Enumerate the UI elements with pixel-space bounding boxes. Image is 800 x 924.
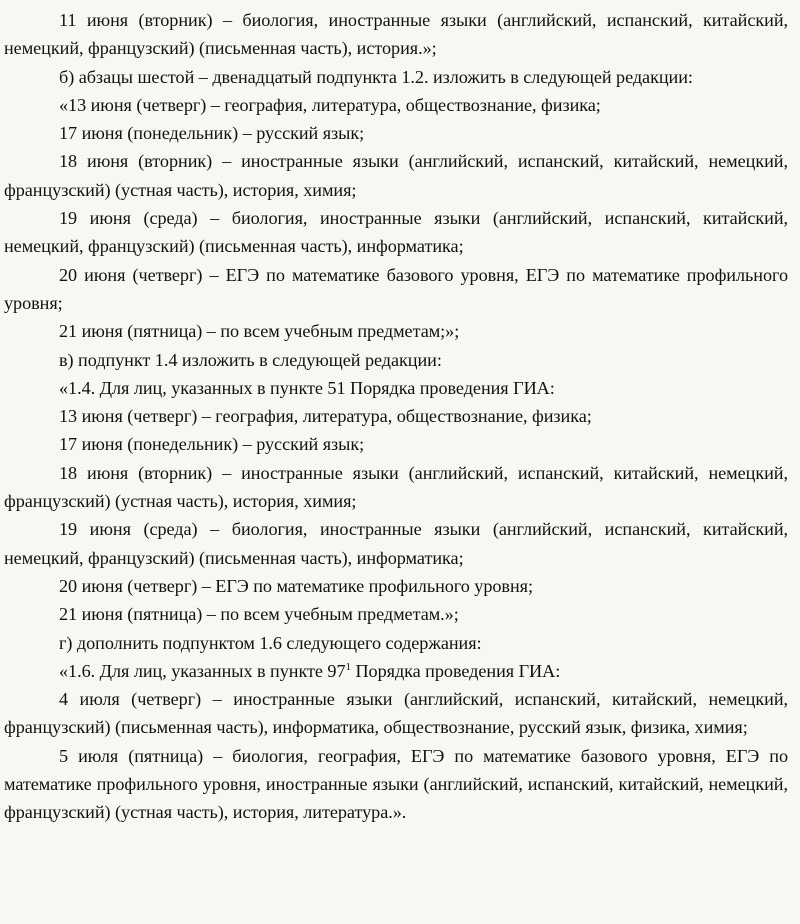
paragraph-june-13: «13 июня (четверг) – география, литература, обществознание, физика; <box>59 94 601 115</box>
paragraph-1-4-june-18: 18 июня (вторник) – иностранные языки (английский, испанский, китайский, немецкий, французский) (устная часть), история, химия; <box>4 462 788 512</box>
paragraph-june-20: 20 июня (четверг) – ЕГЭ по математике базового уровня, ЕГЭ по математике профильного уровня; <box>4 264 788 313</box>
paragraph-1-4-june-19: 19 июня (среда) – биология, иностранные языки (английский, испанский, китайский, немецкий, французский) (письменная часть), информатика; <box>4 519 788 568</box>
paragraph-june-19: 19 июня (среда) – биология, иностранные языки (английский, испанский, китайский, немецкий, французский) (письменная часть), информатика; <box>4 208 788 257</box>
paragraph-subclause-1-6-text: «1.6. Для лиц, указанных в пункте 97 <box>59 660 346 681</box>
paragraph-1-4-june-17: 17 июня (понедельник) – русский язык; <box>59 434 365 455</box>
paragraph-june-21: 21 июня (пятница) – по всем учебным предметам;»; <box>59 321 460 342</box>
paragraph-july-4: 4 июля (четверг) – иностранные языки (английский, испанский, китайский, немецкий, французский) (письменная часть), информатика, обществознание, русский язык, физика, химия; <box>4 689 788 738</box>
paragraph-1-4-june-13: 13 июня (четверг) – география, литература, обществознание, физика; <box>59 406 592 427</box>
paragraph-subclause-1-4: «1.4. Для лиц, указанных в пункте 51 Порядка проведения ГИА: <box>59 377 555 398</box>
paragraph-june-18: 18 июня (вторник) – иностранные языки (английский, испанский, китайский, немецкий, французский) (устная часть), история, химия; <box>4 151 788 200</box>
paragraph-biology-june-11: 11 июня (вторник) – биология, иностранные языки (английский, испанский, китайский, немецкий, французский) (письменная часть), история.»; <box>4 10 788 59</box>
paragraph-june-17: 17 июня (понедельник) – русский язык; <box>59 123 365 144</box>
footnote-marker: 1 <box>345 660 351 673</box>
paragraph-amendment-v: в) подпункт 1.4 изложить в следующей редакции: <box>59 349 442 370</box>
paragraph-amendment-g: г) дополнить подпунктом 1.6 следующего содержания: <box>59 632 482 653</box>
paragraph-1-4-june-21: 21 июня (пятница) – по всем учебным предметам.»; <box>59 604 459 625</box>
paragraph-amendment-b: б) абзацы шестой – двенадцатый подпункта 1.2. изложить в следующей редакции: <box>59 66 693 87</box>
paragraph-1-4-june-20: 20 июня (четверг) – ЕГЭ по математике профильного уровня; <box>59 575 533 596</box>
paragraph-july-5: 5 июля (пятница) – биология, география, ЕГЭ по математике базового уровня, ЕГЭ по математике профильного уровня, иностранные языки (английский, испанский, китайский, немецкий, французский) (устная часть), история, литература.». <box>4 745 788 823</box>
paragraph-subclause-1-6-suffix: Порядка проведения ГИА: <box>350 660 561 681</box>
paragraph-subclause-1-6 <box>4 657 788 685</box>
